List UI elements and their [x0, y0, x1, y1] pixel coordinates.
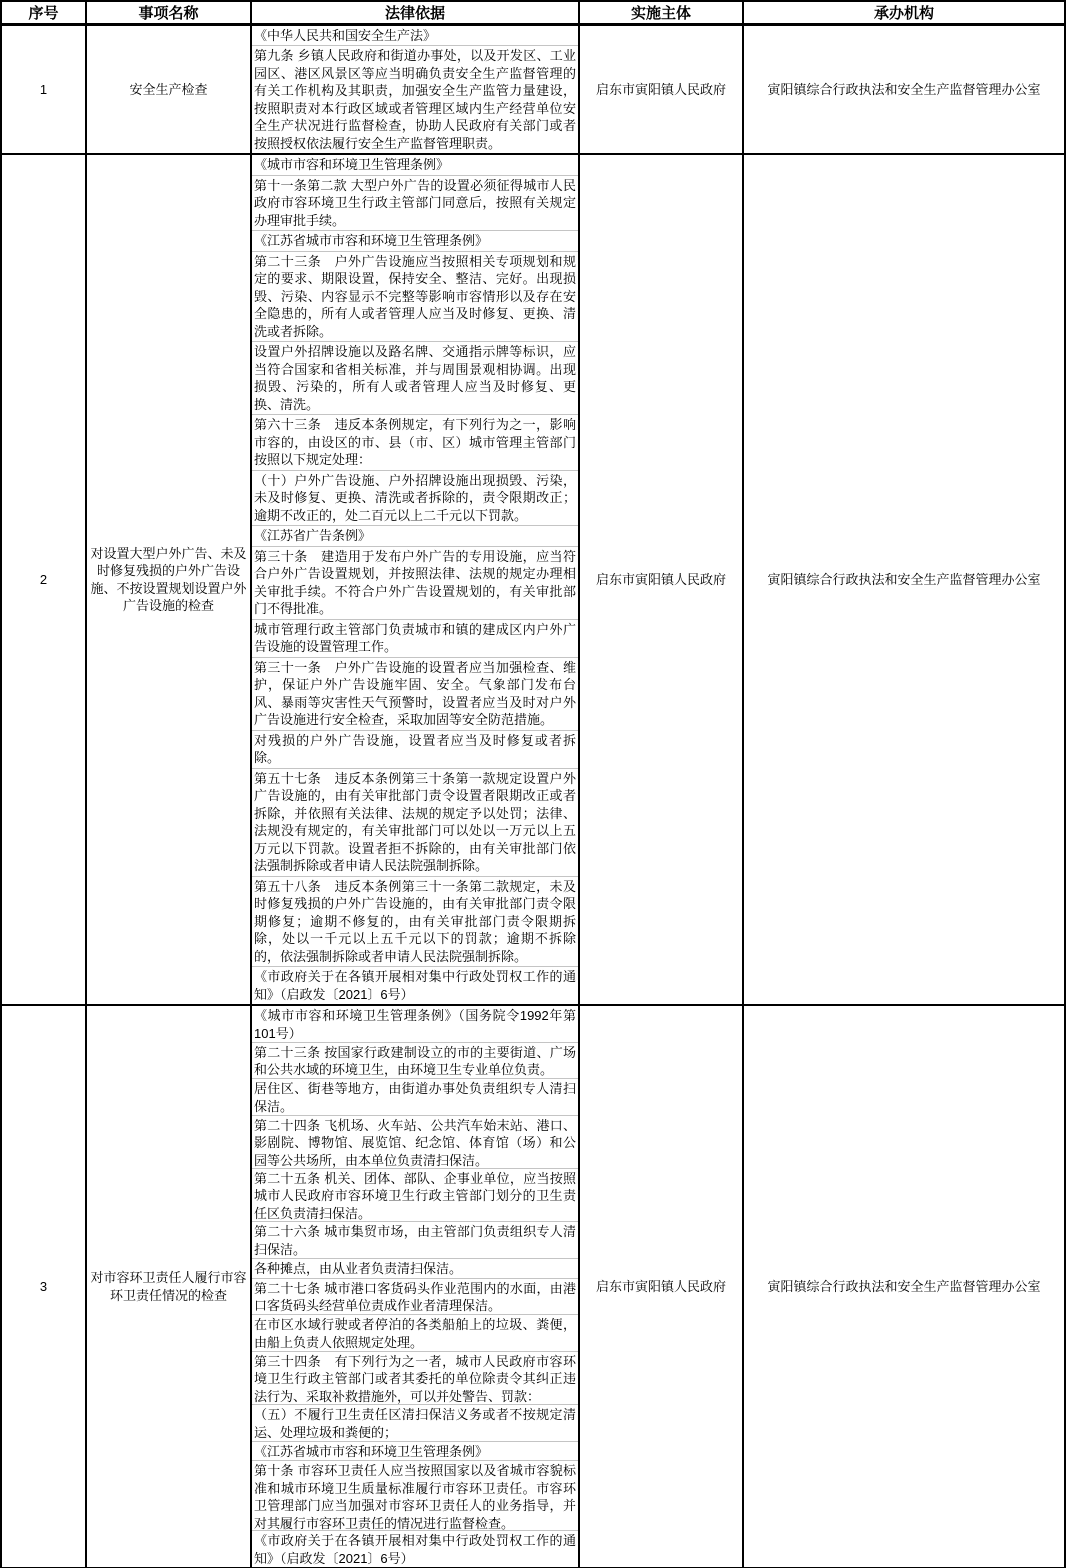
legal-basis-paragraph: 第二十三条 按国家行政建制设立的市的主要街道、广场和公共水域的环境卫生，由环境卫生专业单位负责。 — [252, 1043, 578, 1080]
legal-basis-paragraph: 第二十三条 户外广告设施应当按照相关专项规划和规定的要求、期限设置，保持安全、整洁、完好。出现损毁、污染、内容显示不完整等影响市容情形以及存在安全隐患的，所有人或者管理人应当及时修复、更换、清洗或者拆除。 — [252, 252, 578, 343]
col-header-implementer: 实施主体 — [579, 1, 743, 25]
legal-basis-stack — [252, 1006, 578, 1567]
legal-basis-stack — [252, 26, 578, 153]
legal-basis-paragraph: 第九条 乡镇人民政府和街道办事处，以及开发区、工业园区、港区风景区等应当明确负责安全生产监督管理的有关工作机构及其职责，加强安全生产监管力量建设，按照职责对本行政区域或者管理区域内生产经营单位安全生产状况进行监督检查，协助人民政府有关部门或者按照授权依法履行安全生产监督管理职责。 — [254, 48, 576, 151]
legal-basis-paragraph: 《中华人民共和国安全生产法》 — [252, 26, 578, 46]
col-header-legal-basis: 法律依据 — [251, 1, 579, 25]
legal-basis-paragraph: 第三十四条 有下列行为之一者，城市人民政府市容环境卫生行政主管部门或者其委托的单位除责令其纠正违法行为、采取补救措施外，可以并处警告、罚款： — [254, 1353, 576, 1404]
legal-basis-paragraph: 在市区水域行驶或者停泊的各类船舶上的垃圾、粪便，由船上负责人依照规定处理。 — [252, 1315, 578, 1352]
row-number-cell: 2 — [1, 154, 86, 1005]
implementer-cell: 启东市寅阳镇人民政府 — [579, 25, 743, 155]
legal-basis-paragraph: 对残损的户外广告设施，设置者应当及时修复或者拆除。 — [252, 731, 578, 769]
legal-basis-cell — [251, 1005, 579, 1568]
legal-basis-paragraph: 第三十一条 户外广告设施的设置者应当加强检查、维护，保证户外广告设施牢固、安全。气象部门发布台风、暴雨等灾害性天气预警时，设置者应当及时对户外广告设施进行安全检查，采取加固等安全防范措施。 — [252, 658, 578, 731]
legal-basis-paragraph: 《市政府关于在各镇开展相对集中行政处罚权工作的通知》（启政发〔2021〕6号） — [254, 1533, 576, 1566]
legal-basis-paragraph: 《江苏省广告条例》 — [252, 526, 578, 547]
item-name-cell: 安全生产检查 — [86, 25, 251, 155]
table-header-row — [1, 1, 1065, 25]
legal-basis-paragraph: （五）不履行卫生责任区清扫保洁义务或者不按规定清运、处理垃圾和粪便的； — [252, 1405, 578, 1442]
legal-basis-paragraph: 设置户外招牌设施以及路名牌、交通指示牌等标识，应当符合国家和省相关标准，并与周围景观相协调。出现损毁、污染的，所有人或者管理人应当及时修复、更换、清洗。 — [252, 342, 578, 415]
table-body — [1, 25, 1065, 1568]
col-header-no: 序号 — [1, 1, 86, 25]
table-row — [1, 1005, 1065, 1568]
legal-basis-paragraph: 《江苏省城市市容和环境卫生管理条例》 — [252, 231, 578, 252]
legal-basis-paragraph: （十）户外广告设施、户外招牌设施出现损毁、污染，未及时修复、更换、清洗或者拆除的，责令限期改正；逾期不改正的，处二百元以上二千元以下罚款。 — [252, 471, 578, 527]
legal-basis-paragraph: 第十条 市容环卫责任人应当按照国家以及省城市容貌标准和城市环境卫生质量标准履行市容环卫责任。市容环卫管理部门应当加强对市容环卫责任人的业务指导，并对其履行市容环卫责任的情况进行监督检查。 — [254, 1463, 576, 1531]
header-row — [1, 1, 1065, 25]
legal-basis-paragraph: 第二十六条 城市集贸市场，由主管部门负责组织专人清扫保洁。 — [252, 1222, 578, 1259]
col-header-item-name: 事项名称 — [86, 1, 251, 25]
legal-basis-paragraph: 第五十七条 违反本条例第三十条第一款规定设置户外广告设施的，由有关审批部门责令设置者限期改正或者拆除，并依照有关法律、法规的规定予以处罚；法律、法规没有规定的，有关审批部门可以处以一万元以上五万元以下罚款。设置者拒不拆除的，由有关审批部门依法强制拆除或者申请人民法院强制拆除。 — [252, 769, 578, 877]
legal-basis-paragraph: 第六十三条 违反本条例规定，有下列行为之一，影响市容的，由设区的市、县（市、区）城市管理主管部门按照以下规定处理： — [252, 415, 578, 471]
legal-basis-paragraph: 居住区、街巷等地方，由街道办事处负责组织专人清扫保洁。 — [252, 1079, 578, 1116]
implementer-cell: 启东市寅阳镇人民政府 — [579, 154, 743, 1005]
legal-basis-paragraph: 第三十条 建造用于发布户外广告的专用设施，应当符合户外广告设置规划，并按照法律、法规的规定办理相关审批手续。不符合户外广告设置规划的，有关审批部门不得批准。 — [252, 547, 578, 620]
row-number-cell: 1 — [1, 25, 86, 155]
legal-basis-cell — [251, 154, 579, 1005]
legal-basis-paragraph: 《城市市容和环境卫生管理条例》（国务院令1992年第101号） — [252, 1006, 578, 1043]
agency-cell: 寅阳镇综合行政执法和安全生产监督管理办公室 — [743, 154, 1065, 1005]
item-name-cell: 对市容环卫责任人履行市容环卫责任情况的检查 — [86, 1005, 251, 1568]
item-name-cell: 对设置大型户外广告、未及时修复残损的户外广告设施、不按设置规划设置户外广告设施的检查 — [86, 154, 251, 1005]
legal-basis-paragraph: 城市管理行政主管部门负责城市和镇的建成区内户外广告设施的设置管理工作。 — [252, 620, 578, 658]
implementer-cell: 启东市寅阳镇人民政府 — [579, 1005, 743, 1568]
table-row — [1, 154, 1065, 1005]
agency-cell: 寅阳镇综合行政执法和安全生产监督管理办公室 — [743, 1005, 1065, 1568]
legal-basis-paragraph: 第二十七条 城市港口客货码头作业范围内的水面，由港口客货码头经营单位责成作业者清理保洁。 — [252, 1279, 578, 1316]
legal-basis-paragraph: 第十一条第二款 大型户外广告的设置必须征得城市人民政府市容环境卫生行政主管部门同意后，按照有关规定办理审批手续。 — [252, 176, 578, 232]
col-header-agency: 承办机构 — [743, 1, 1065, 25]
legal-basis-paragraph: 《城市市容和环境卫生管理条例》 — [252, 155, 578, 176]
legal-basis-paragraph: 各种摊点，由从业者负责清扫保洁。 — [252, 1259, 578, 1279]
row-number-cell: 3 — [1, 1005, 86, 1568]
legal-basis-paragraph: 第五十八条 违反本条例第三十一条第二款规定，未及时修复残损的户外广告设施的，由有关审批部门责令限期修复；逾期不修复的，由有关审批部门责令限期拆除，处以一千元以上五千元以下的罚款；逾期不拆除的，依法强制拆除或者申请人民法院强制拆除。 — [252, 877, 578, 968]
legal-basis-paragraph: 第二十四条 飞机场、火车站、公共汽车始末站、港口、影剧院、博物馆、展览馆、纪念馆、体育馆（场）和公园等公共场所，由本单位负责清扫保洁。 — [254, 1117, 576, 1168]
legal-basis-stack — [252, 155, 578, 1004]
legal-basis-paragraph: 《江苏省城市市容和环境卫生管理条例》 — [252, 1442, 578, 1462]
agency-cell: 寅阳镇综合行政执法和安全生产监督管理办公室 — [743, 25, 1065, 155]
legal-basis-cell — [251, 25, 579, 155]
table-row — [1, 25, 1065, 155]
legal-basis-paragraph: 《市政府关于在各镇开展相对集中行政处罚权工作的通知》（启政发〔2021〕6号） — [254, 969, 576, 1002]
legal-basis-paragraph: 第二十五条 机关、团体、部队、企事业单位，应当按照城市人民政府市容环境卫生行政主管部门划分的卫生责任区负责清扫保洁。 — [254, 1170, 576, 1221]
